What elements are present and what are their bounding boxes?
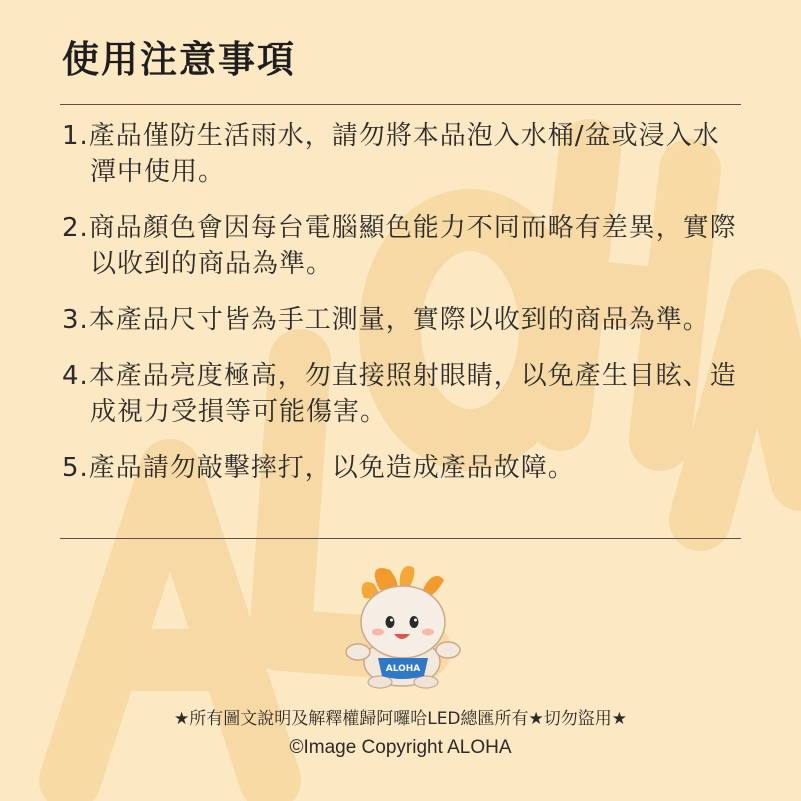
- title-divider: [60, 104, 741, 105]
- note-text: 1.產品僅防生活雨水，請勿將本品泡入水桶/盆或浸入水潭中使用。: [62, 121, 720, 187]
- rights-notice: ★所有圖文說明及解釋權歸阿囉哈LED總匯所有★切勿盜用★: [173, 709, 628, 729]
- aloha-mascot-image: [340, 562, 465, 692]
- list-item: [62, 118, 744, 190]
- notes-list: [62, 118, 744, 506]
- mascot-badge-text: ALOHA: [385, 664, 421, 674]
- note-text: 5.產品請勿敲擊摔打，以免造成產品故障。: [62, 453, 575, 483]
- page-title: 使用注意事項: [62, 38, 296, 81]
- list-item: [62, 450, 744, 486]
- footer-divider: [60, 538, 741, 539]
- note-text: 4.本產品亮度極高，勿直接照射眼睛，以免產生目眩、造成視力受損等可能傷害。: [62, 361, 737, 427]
- list-item: [62, 358, 744, 430]
- list-item: [62, 210, 744, 282]
- copyright-notice: ©Image Copyright ALOHA: [289, 737, 512, 758]
- note-text: 3.本產品尺寸皆為手工測量，實際以收到的商品為準。: [62, 305, 710, 335]
- note-text: 2.商品顏色會因每台電腦顯色能力不同而略有差異，實際以收到的商品為準。: [62, 213, 737, 279]
- list-item: [62, 302, 744, 338]
